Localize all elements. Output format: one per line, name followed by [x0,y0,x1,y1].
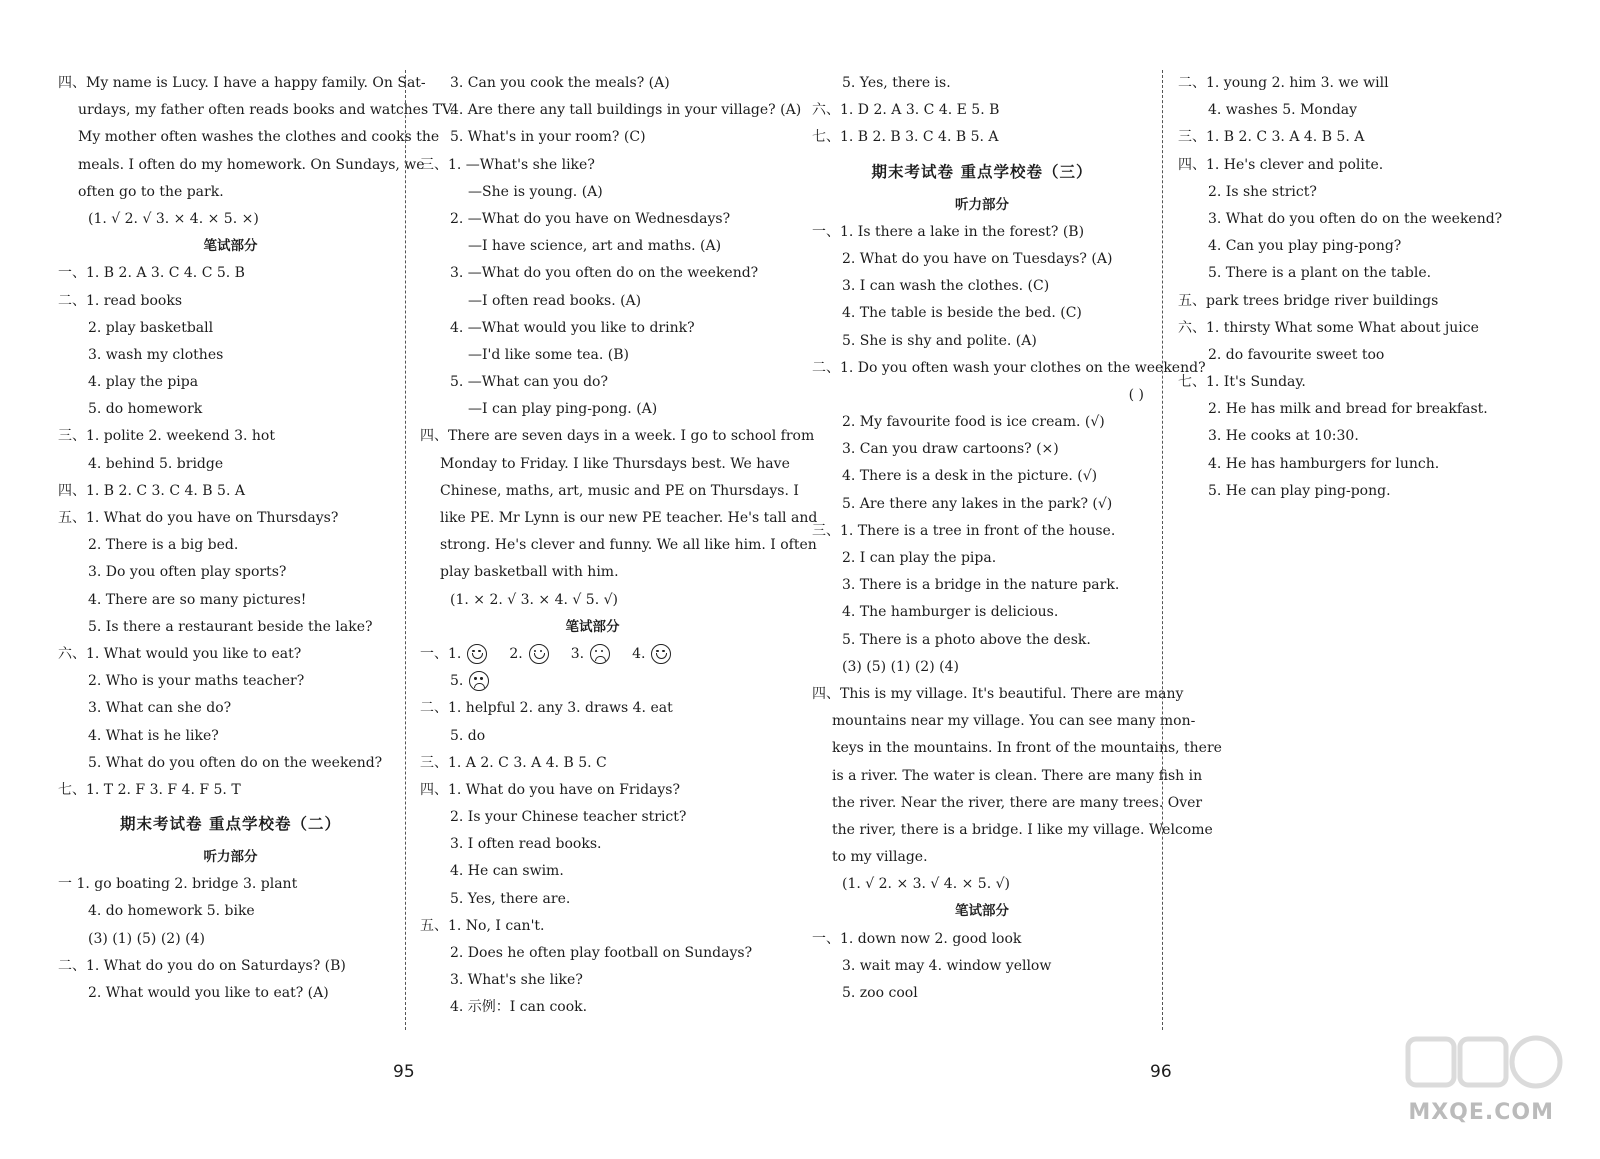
answer-line: 2. What would you like to eat? (A) [88,985,329,1001]
answer-line: 5. What do you often do on the weekend? [88,754,383,771]
passage-line: is a river. The water is clean. There are many fish in [832,767,1203,784]
answer-line: 四、1. He's clever and polite. [1178,156,1384,173]
answer-line: 3. He cooks at 10:30. [1208,428,1359,445]
answer-line: 5. There is a plant on the table. [1208,265,1432,282]
answer-line: 三、1. B 2. C 3. A 4. B 5. A [1178,129,1365,146]
faces-row [420,641,765,668]
answer-line: 二、1. What do you do on Saturdays? (B) [58,957,346,974]
column-4 [1178,70,1518,505]
answer-line: 4. behind 5. bridge [88,455,224,472]
answer-line: (3) (1) (5) (2) (4) [88,930,205,947]
answer-line: 4. washes 5. Monday [1208,102,1358,119]
item-number: 5. [450,673,464,690]
answer-line: 4. What is he like? [88,727,219,744]
answer-line: 一、1. B 2. A 3. C 4. C 5. B [58,265,245,282]
passage-line: strong. He's clever and funny. We all like him. I often [440,537,817,554]
answer-line: 5. There is a photo above the desk. [842,631,1091,648]
faces-row [420,668,765,695]
answer-line: 5. She is shy and polite. (A) [842,332,1037,349]
answer-line: 4. do homework 5. bike [88,903,255,920]
answer-line: 六、1. thirsty What some What about juice [1178,319,1479,336]
answer-line: 5. do [450,727,486,744]
answer-line: 2. Does he often play football on Sundays? [450,945,753,961]
answer-line: —I have science, art and maths. (A) [468,238,722,255]
answer-line: 2. play basketball [88,319,214,336]
exam-title: 期末考试卷 重点学校卷（二） [120,815,341,834]
smiley-face-icon [529,644,549,664]
answer-line: 3. Can you draw cartoons? (×) [842,441,1059,458]
answer-line: 5. He can play ping-pong. [1208,482,1391,499]
answer-line: 三、1. A 2. C 3. A 4. B 5. C [420,754,607,771]
answer-line: 2. My favourite food is ice cream. (√) [842,414,1105,431]
item-number: 4. [632,645,646,662]
sad-face-icon [590,644,610,664]
item-number: 3. [570,645,585,662]
answer-line: 4. There are so many pictures! [88,591,307,608]
answer-line: 5. Yes, there are. [450,890,571,907]
passage-line: 四、My name is Lucy. I have a happy family. On Sat- [58,75,426,91]
answer-line: 3. What's she like? [450,972,583,989]
answer-line: 2. Is your Chinese teacher strict? [450,809,687,826]
section-heading-listening: 听力部分 [203,849,258,866]
answer-line: (3) (5) (1) (2) (4) [842,658,959,675]
answer-line: 四、1. What do you have on Fridays? [420,781,680,798]
passage-line: mountains near my village. You can see many mon- [832,713,1196,730]
answer-line: 四、1. B 2. C 3. C 4. B 5. A [58,482,245,499]
answer-line: 2. What do you have on Tuesdays? (A) [842,250,1113,267]
answer-line: 三、1. —What's she like? [420,156,595,173]
item-number: 1. [448,645,462,662]
answer-line: 七、1. T 2. F 3. F 4. F 5. T [58,781,241,798]
answer-line: 2. There is a big bed. [88,537,239,554]
answer-line: 一、1. Is there a lake in the forest? (B) [812,223,1085,240]
smiley-face-icon [651,644,671,664]
answer-line: 3. Can you cook the meals? (A) [450,75,670,91]
answer-line: 3. What can she do? [88,700,232,717]
answer-line: 4. —What would you like to drink? [450,319,695,336]
answer-line: 二、1. read books [58,292,183,309]
answer-line: 5. Yes, there is. [842,75,951,91]
answer-line: —I'd like some tea. (B) [468,346,629,363]
column-divider [405,70,406,1030]
answer-line: 4. There is a desk in the picture. (√) [842,468,1098,485]
answer-line: 3. wash my clothes [88,346,224,363]
exam-title: 期末考试卷 重点学校卷（三） [871,162,1093,181]
page-number-left: 95 [393,1062,415,1082]
item-number: 2. [509,645,523,662]
section-heading-written: 笔试部分 [565,618,620,635]
answer-line: 4. The table is beside the bed. (C) [842,305,1082,322]
answer-line: 2. —What do you have on Wednesdays? [450,210,731,227]
answer-line: 5. What's in your room? (C) [450,129,646,146]
answer-line: 三、1. There is a tree in front of the house. [812,522,1116,539]
passage-answer: (1. √ 2. × 3. √ 4. × 5. √) [842,876,1010,893]
answer-line: 4. Can you play ping-pong? [1208,238,1402,255]
answer-line: 一、1. down now 2. good look [812,930,1022,947]
answer-line: 2. Who is your maths teacher? [88,673,305,690]
answer-line: 4. play the pipa [88,374,199,391]
answer-line: 3. I can wash the clothes. (C) [842,278,1050,295]
passage-line: meals. I often do my homework. On Sundays, we [78,156,425,173]
passage-line: My mother often washes the clothes and cooks the [78,129,440,146]
smiley-face-icon [467,644,487,664]
item-number: 一、 [420,645,448,662]
column-3 [812,70,1222,1007]
answer-line: 3. wait may 4. window yellow [842,957,1052,974]
answer-line: 3. What do you often do on the weekend? [1208,210,1503,227]
answer-line: 5. Is there a restaurant beside the lake? [88,618,373,635]
answer-line: 五、park trees bridge river buildings [1178,292,1439,309]
passage-answer: (1. × 2. √ 3. × 4. √ 5. √) [450,591,618,608]
section-heading-written: 笔试部分 [955,903,1009,920]
watermark-text: MXQE.COM [1408,1100,1554,1125]
answer-line: 5. Are there any lakes in the park? (√) [842,495,1113,512]
answer-line: 5. —What can you do? [450,374,608,391]
answer-line: 二、1. helpful 2. any 3. draws 4. eat [420,700,673,717]
answer-line: 4. 示例：I can cook. [450,999,588,1016]
passage-line: often go to the park. [78,183,224,200]
answer-line: 2. Is she strict? [1208,183,1317,200]
column-1 [58,70,455,1007]
passage-line: Chinese, maths, art, music and PE on Thursdays. I [440,482,799,499]
column-divider [1162,70,1163,1030]
passage-line: keys in the mountains. In front of the mountains, there [832,740,1222,757]
answer-line: 4. He has hamburgers for lunch. [1208,455,1440,472]
passage-line: the river. Near the river, there are many trees. Over [832,794,1203,811]
passage-line: urdays, my father often reads books and watches TV. [78,102,455,119]
sad-face-icon [469,671,489,691]
answer-line: 2. do favourite sweet too [1208,346,1385,363]
passage-answer: (1. √ 2. √ 3. × 4. × 5. ×) [88,210,259,227]
section-heading-written: 笔试部分 [203,238,258,255]
answer-line: 4. The hamburger is delicious. [842,604,1059,621]
answer-line: 3. I often read books. [450,836,602,853]
answer-blank: ( ) [1128,386,1144,403]
answer-line: —I often read books. (A) [468,292,642,309]
column-2 [420,70,818,1022]
passage-line: the river, there is a bridge. I like my village. Welcome [832,821,1213,838]
passage-line: 四、There are seven days in a week. I go to school from [420,428,815,445]
answer-line: 2. I can play the pipa. [842,550,997,566]
answer-line: 3. Do you often play sports? [88,564,287,581]
passage-line: 四、This is my village. It's beautiful. There are many [812,685,1184,702]
section-heading-listening: 听力部分 [955,196,1009,213]
answer-line: 五、1. What do you have on Thursdays? [58,510,339,526]
answer-line: 5. do homework [88,401,203,418]
answer-line: —I can play ping-pong. (A) [468,401,658,418]
answer-line: —She is young. (A) [468,183,603,200]
answer-line: 一 1. go boating 2. bridge 3. plant [58,876,298,893]
answer-line: 2. He has milk and bread for breakfast. [1208,401,1488,418]
passage-line: to my village. [832,849,928,866]
answer-line: 3. —What do you often do on the weekend? [450,265,759,282]
passage-line: Monday to Friday. I like Thursdays best. We have [440,455,790,472]
answer-line: 4. He can swim. [450,863,564,880]
passage-line: like PE. Mr Lynn is our new PE teacher. He's tall and [440,510,818,526]
answer-line: 六、1. D 2. A 3. C 4. E 5. B [812,102,1000,119]
answer-line: 3. There is a bridge in the nature park. [842,577,1120,594]
answer-line: 五、1. No, I can't. [420,917,545,934]
answer-line: 七、1. B 2. B 3. C 4. B 5. A [812,129,999,146]
passage-line: play basketball with him. [440,564,619,581]
answer-line: 三、1. polite 2. weekend 3. hot [58,428,275,445]
answer-line: 5. zoo cool [842,985,918,1001]
answer-line: 4. Are there any tall buildings in your village? (A) [450,102,802,119]
answer-line: 二、1. young 2. him 3. we will [1178,75,1389,91]
answer-line: 六、1. What would you like to eat? [58,645,302,662]
answer-line: 二、1. Do you often wash your clothes on the weekend? [812,359,1206,376]
answer-line: 七、1. It's Sunday. [1178,374,1306,391]
page-number-right: 96 [1150,1062,1172,1082]
